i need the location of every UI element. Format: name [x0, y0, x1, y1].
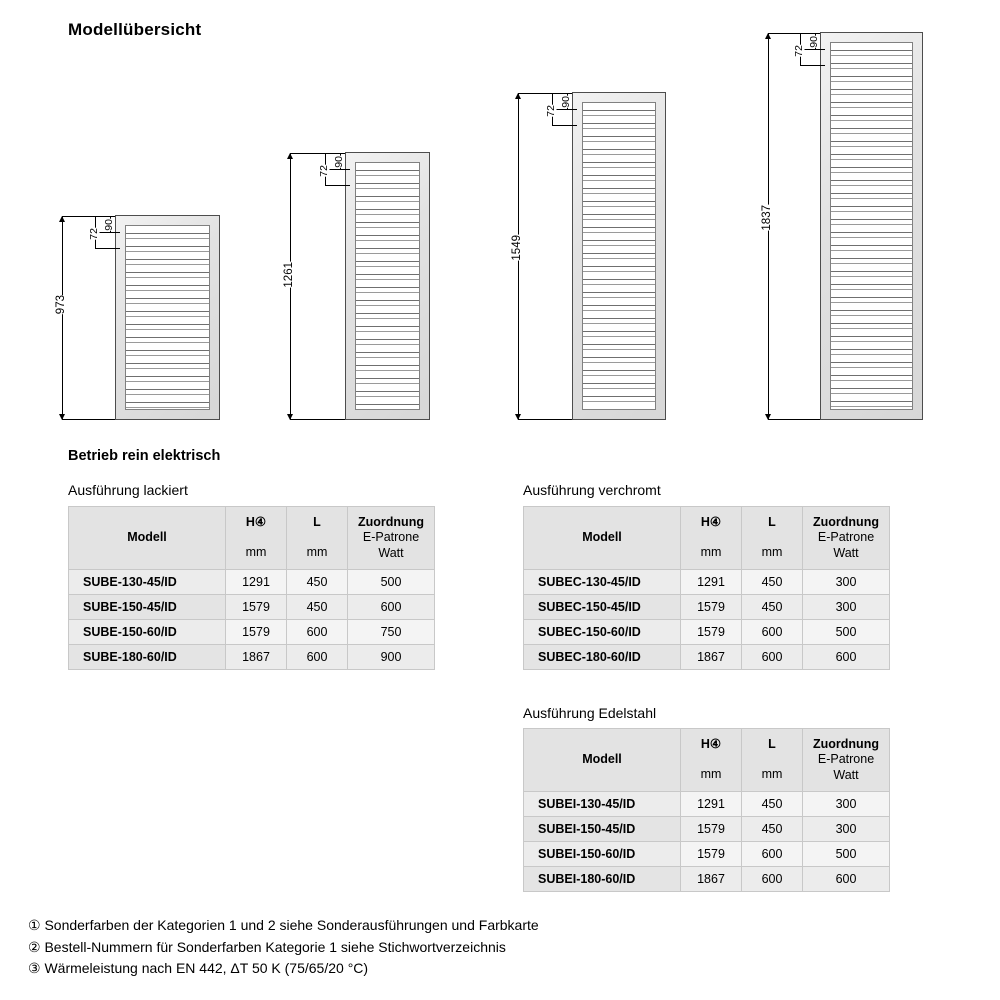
dim-label-90-1549: 90 — [560, 96, 572, 108]
th-h-label: H④ — [245, 515, 267, 530]
dim-tick-bottom-1837 — [768, 419, 820, 420]
dim-label-973: 973 — [55, 295, 67, 315]
page-title: Modellübersicht — [68, 20, 202, 39]
cell-l: 450 — [742, 570, 803, 595]
dim-tick-bottom-1549 — [518, 419, 572, 420]
cell-model: SUBE-130-45/ID — [69, 570, 226, 595]
cell-watt: 600 — [803, 867, 890, 892]
cell-model: SUBEC-150-45/ID — [524, 595, 681, 620]
radiator-body-1837 — [820, 32, 923, 420]
cell-h: 1291 — [226, 570, 287, 595]
radiator-body-1549 — [572, 92, 666, 420]
radiator-inner-1837 — [830, 42, 913, 410]
radiator-body-1261 — [345, 152, 430, 420]
dim-label-90-1837: 90 — [808, 36, 820, 48]
table-row — [69, 595, 435, 620]
cell-h: 1579 — [681, 620, 742, 645]
table-row — [524, 570, 890, 595]
radiator-bars-1261 — [356, 163, 419, 409]
heading-ausfuehrung-edelstahl: Ausführung Edelstahl — [523, 705, 657, 721]
cell-model: SUBEI-150-45/ID — [524, 817, 681, 842]
cell-watt: 500 — [803, 620, 890, 645]
dim-label-90-1261: 90 — [333, 156, 345, 168]
cell-h: 1291 — [681, 792, 742, 817]
cell-l: 450 — [742, 817, 803, 842]
cell-h: 1579 — [226, 595, 287, 620]
cell-model: SUBE-150-60/ID — [69, 620, 226, 645]
th-zuordnung-line3: Watt — [833, 545, 859, 560]
cell-model: SUBEI-130-45/ID — [524, 792, 681, 817]
radiator-inner-1261 — [355, 162, 420, 410]
th-l-unit: mm — [306, 545, 328, 559]
table-row — [524, 620, 890, 645]
dim-tick-top-1549 — [518, 93, 572, 94]
cell-l: 450 — [742, 595, 803, 620]
th-modell: Modell — [69, 507, 226, 570]
cell-model: SUBEI-150-60/ID — [524, 842, 681, 867]
table-header-row — [69, 507, 435, 570]
cell-watt: 900 — [348, 645, 435, 670]
footnote-3: ③ Wärmeleistung nach EN 442, ΔT 50 K (75/65/20 °C) — [28, 960, 369, 977]
dim-label-1261: 1261 — [283, 262, 295, 288]
radiator-inner-1549 — [582, 102, 656, 410]
th-modell: Modell — [524, 729, 681, 792]
table-header-row — [524, 729, 890, 792]
table-verchromt — [523, 506, 890, 670]
cell-h: 1867 — [681, 645, 742, 670]
cell-h: 1579 — [681, 595, 742, 620]
dim-tick-top-973 — [62, 216, 115, 217]
cell-h: 1867 — [226, 645, 287, 670]
radiator-body-973 — [115, 215, 220, 420]
th-zuordnung-line2: E-Patrone — [817, 752, 875, 767]
table-row — [524, 595, 890, 620]
cell-watt: 750 — [348, 620, 435, 645]
th-l-unit: mm — [761, 545, 783, 559]
th-l-label: L — [768, 737, 776, 752]
heading-ausfuehrung-lackiert: Ausführung lackiert — [68, 482, 188, 498]
dim-tick-top-1261 — [290, 153, 345, 154]
th-l — [742, 729, 803, 792]
cell-watt: 500 — [348, 570, 435, 595]
cell-l: 600 — [287, 620, 348, 645]
cell-h: 1579 — [681, 817, 742, 842]
cell-l: 600 — [742, 842, 803, 867]
table-row — [524, 817, 890, 842]
cell-h: 1579 — [681, 842, 742, 867]
th-h-unit: mm — [700, 767, 722, 781]
dim-line-973 — [62, 216, 63, 420]
footnotes — [28, 915, 539, 980]
th-h-unit: mm — [700, 545, 722, 559]
th-l-unit: mm — [761, 767, 783, 781]
th-h-unit: mm — [245, 545, 267, 559]
th-zuordnung-line1: Zuordnung — [813, 736, 879, 751]
cell-h: 1579 — [226, 620, 287, 645]
cell-model: SUBEI-180-60/ID — [524, 867, 681, 892]
th-zuordnung — [803, 507, 890, 570]
dim-tick-bottom-973 — [62, 419, 115, 420]
cell-model: SUBEC-150-60/ID — [524, 620, 681, 645]
dim-label-90-973: 90 — [103, 219, 115, 231]
th-zuordnung-line1: Zuordnung — [813, 514, 879, 529]
th-h — [681, 507, 742, 570]
cell-model: SUBE-150-45/ID — [69, 595, 226, 620]
table-row — [69, 620, 435, 645]
dim-tick-top-1837 — [768, 33, 820, 34]
cell-h: 1867 — [681, 867, 742, 892]
table-row — [524, 645, 890, 670]
radiator-bars-973 — [126, 226, 209, 409]
th-modell: Modell — [524, 507, 681, 570]
th-zuordnung-line2: E-Patrone — [362, 530, 420, 545]
radiator-bars-1837 — [831, 43, 912, 409]
footnote-1: ① Sonderfarben der Kategorien 1 und 2 siehe Sonderausführungen und Farbkarte — [28, 917, 539, 933]
th-zuordnung-line1: Zuordnung — [358, 514, 424, 529]
th-h — [681, 729, 742, 792]
cell-l: 600 — [742, 645, 803, 670]
dim-tick-72-1549 — [552, 125, 577, 126]
cell-watt: 300 — [803, 570, 890, 595]
th-h — [226, 507, 287, 570]
th-zuordnung-line3: Watt — [833, 767, 859, 782]
cell-model: SUBEC-130-45/ID — [524, 570, 681, 595]
footnote-2: ② Bestell-Nummern für Sonderfarben Kategorie 1 siehe Stichwortverzeichnis — [28, 938, 506, 955]
th-l-label: L — [768, 515, 776, 530]
cell-l: 450 — [287, 570, 348, 595]
cell-l: 450 — [742, 792, 803, 817]
cell-watt: 600 — [348, 595, 435, 620]
th-zuordnung — [803, 729, 890, 792]
cell-l: 600 — [742, 620, 803, 645]
cell-model: SUBE-180-60/ID — [69, 645, 226, 670]
th-zuordnung — [348, 507, 435, 570]
radiator-bars-1549 — [583, 103, 655, 409]
dim-label-1549: 1549 — [511, 235, 523, 261]
table-row — [524, 842, 890, 867]
dim-tick-bottom-1261 — [290, 419, 345, 420]
cell-model: SUBEC-180-60/ID — [524, 645, 681, 670]
dim-label-72-1261: 72 — [318, 165, 330, 177]
cell-watt: 500 — [803, 842, 890, 867]
radiator-inner-973 — [125, 225, 210, 410]
heading-betrieb-rein-elektrisch: Betrieb rein elektrisch — [68, 448, 221, 464]
th-zuordnung-line3: Watt — [378, 545, 404, 560]
dim-label-1837: 1837 — [761, 205, 773, 231]
cell-watt: 600 — [803, 645, 890, 670]
table-row — [524, 792, 890, 817]
th-l-label: L — [313, 515, 321, 530]
cell-l: 600 — [287, 645, 348, 670]
table-row — [524, 867, 890, 892]
th-l — [742, 507, 803, 570]
cell-watt: 300 — [803, 792, 890, 817]
th-h-label: H④ — [700, 515, 722, 530]
dim-label-72-973: 72 — [88, 228, 100, 240]
table-header-row — [524, 507, 890, 570]
heading-ausfuehrung-verchromt: Ausführung verchromt — [523, 482, 661, 498]
dim-tick-72-973 — [95, 248, 120, 249]
cell-h: 1291 — [681, 570, 742, 595]
dim-tick-72-1261 — [325, 185, 350, 186]
table-edelstahl — [523, 728, 890, 892]
th-zuordnung-line2: E-Patrone — [817, 530, 875, 545]
cell-l: 450 — [287, 595, 348, 620]
table-row — [69, 645, 435, 670]
dim-label-72-1837: 72 — [793, 45, 805, 57]
cell-l: 600 — [742, 867, 803, 892]
table-lackiert — [68, 506, 435, 670]
table-row — [69, 570, 435, 595]
dim-tick-72-1837 — [800, 65, 825, 66]
cell-watt: 300 — [803, 595, 890, 620]
th-h-label: H④ — [700, 737, 722, 752]
th-l — [287, 507, 348, 570]
dim-label-72-1549: 72 — [545, 105, 557, 117]
cell-watt: 300 — [803, 817, 890, 842]
